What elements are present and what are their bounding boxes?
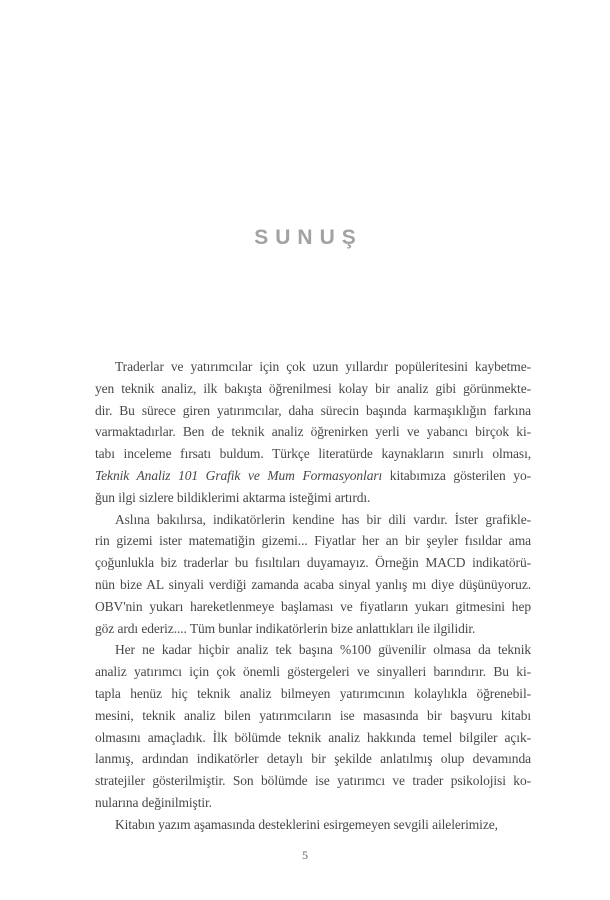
- text-line: Her ne kadar hiçbir analiz tek başına %100 güvenilir olmasa da teknik: [115, 642, 531, 658]
- text-line: stratejiler gösterilmiştir. Son bölümde ise yatırımcı ve trader psikolojisi ko-: [95, 773, 531, 789]
- book-reference-italic: Teknik Analiz 101 Grafik ve Mum Formasyonları: [95, 467, 383, 483]
- text-line: Kitabın yazım aşamasında desteklerini esirgemeyen sevgili ailelerimize,: [115, 816, 498, 832]
- page-title: SUNUŞ: [254, 226, 363, 249]
- text-line: göz ardı ederiz.... Tüm bunlar indikatörlerin bize anlattıkları ile ilgilidir.: [95, 620, 476, 636]
- paragraph: [95, 814, 531, 836]
- text-line: nün bize AL sinyali verdiği zamanda acaba sinyal yanlış mı diye düşünüyoruz.: [95, 576, 531, 592]
- text-line: analiz yatırımcı için çok önemli göstergeleri ve sinyalleri barındırır. Bu ki-: [95, 664, 531, 680]
- paragraph: [95, 509, 531, 640]
- text-line: Aslına bakılırsa, indikatörlerin kendine has bir dili vardır. İster grafikle-: [115, 511, 531, 527]
- text-line: lanmış, ardından indikatörler detaylı bir şekilde anlatılmış olup devamında: [95, 751, 531, 767]
- text-line: yen teknik analiz, ilk bakışta öğrenilmesi kolay bir analiz gibi görünmekte-: [95, 380, 531, 396]
- text-line: mesini, teknik analiz bilen yatırımcıların ise masasında bir başvuru kitabı: [95, 707, 531, 723]
- text-line: ğun ilgi sizlere bildiklerimi aktarma isteğimi artırdı.: [95, 489, 371, 505]
- page-number: 5: [302, 848, 308, 862]
- text-line: dir. Bu sürece giren yatırımcılar, daha sürecin başında karmaşıklığın farkına: [95, 402, 531, 418]
- text-line: olmasını amaçladık. İlk bölümde teknik analiz hakkında temel bilgiler açık-: [95, 729, 531, 745]
- text-line: Traderlar ve yatırımcılar için çok uzun yıllardır popüleritesini kaybetme-: [115, 359, 531, 374]
- text-line: rin gizemi ister matematiğin gizemi... Fiyatlar her an bir şeyler fısıldar ama: [95, 533, 531, 549]
- text-line: [95, 465, 531, 487]
- paragraph: [95, 356, 531, 509]
- text-line: çoğunlukla biz traderlar bu fısıltıları duyamayız. Örneğin MACD indikatörü-: [95, 555, 531, 571]
- text-line: varmaktadırlar. Ben de teknik analiz öğrenirken yerli ve yabancı birçok ki-: [95, 424, 531, 440]
- text-run: kitabımıza gösterilen yo-: [389, 467, 531, 483]
- body-text: [95, 356, 531, 836]
- text-line: tabı inceleme fırsatı buldum. Türkçe literatürde kaynakların sınırlı olması,: [95, 446, 531, 462]
- paragraph: [95, 639, 531, 813]
- text-line: nularına değinilmiştir.: [95, 794, 212, 810]
- text-line: tapla henüz hiç teknik analiz bilmeyen yatırımcının kolaylıkla öğrenebil-: [95, 685, 531, 701]
- text-line: OBV'nin yukarı hareketlenmeye başlaması ve fiyatların yukarı gitmesini hep: [95, 598, 531, 614]
